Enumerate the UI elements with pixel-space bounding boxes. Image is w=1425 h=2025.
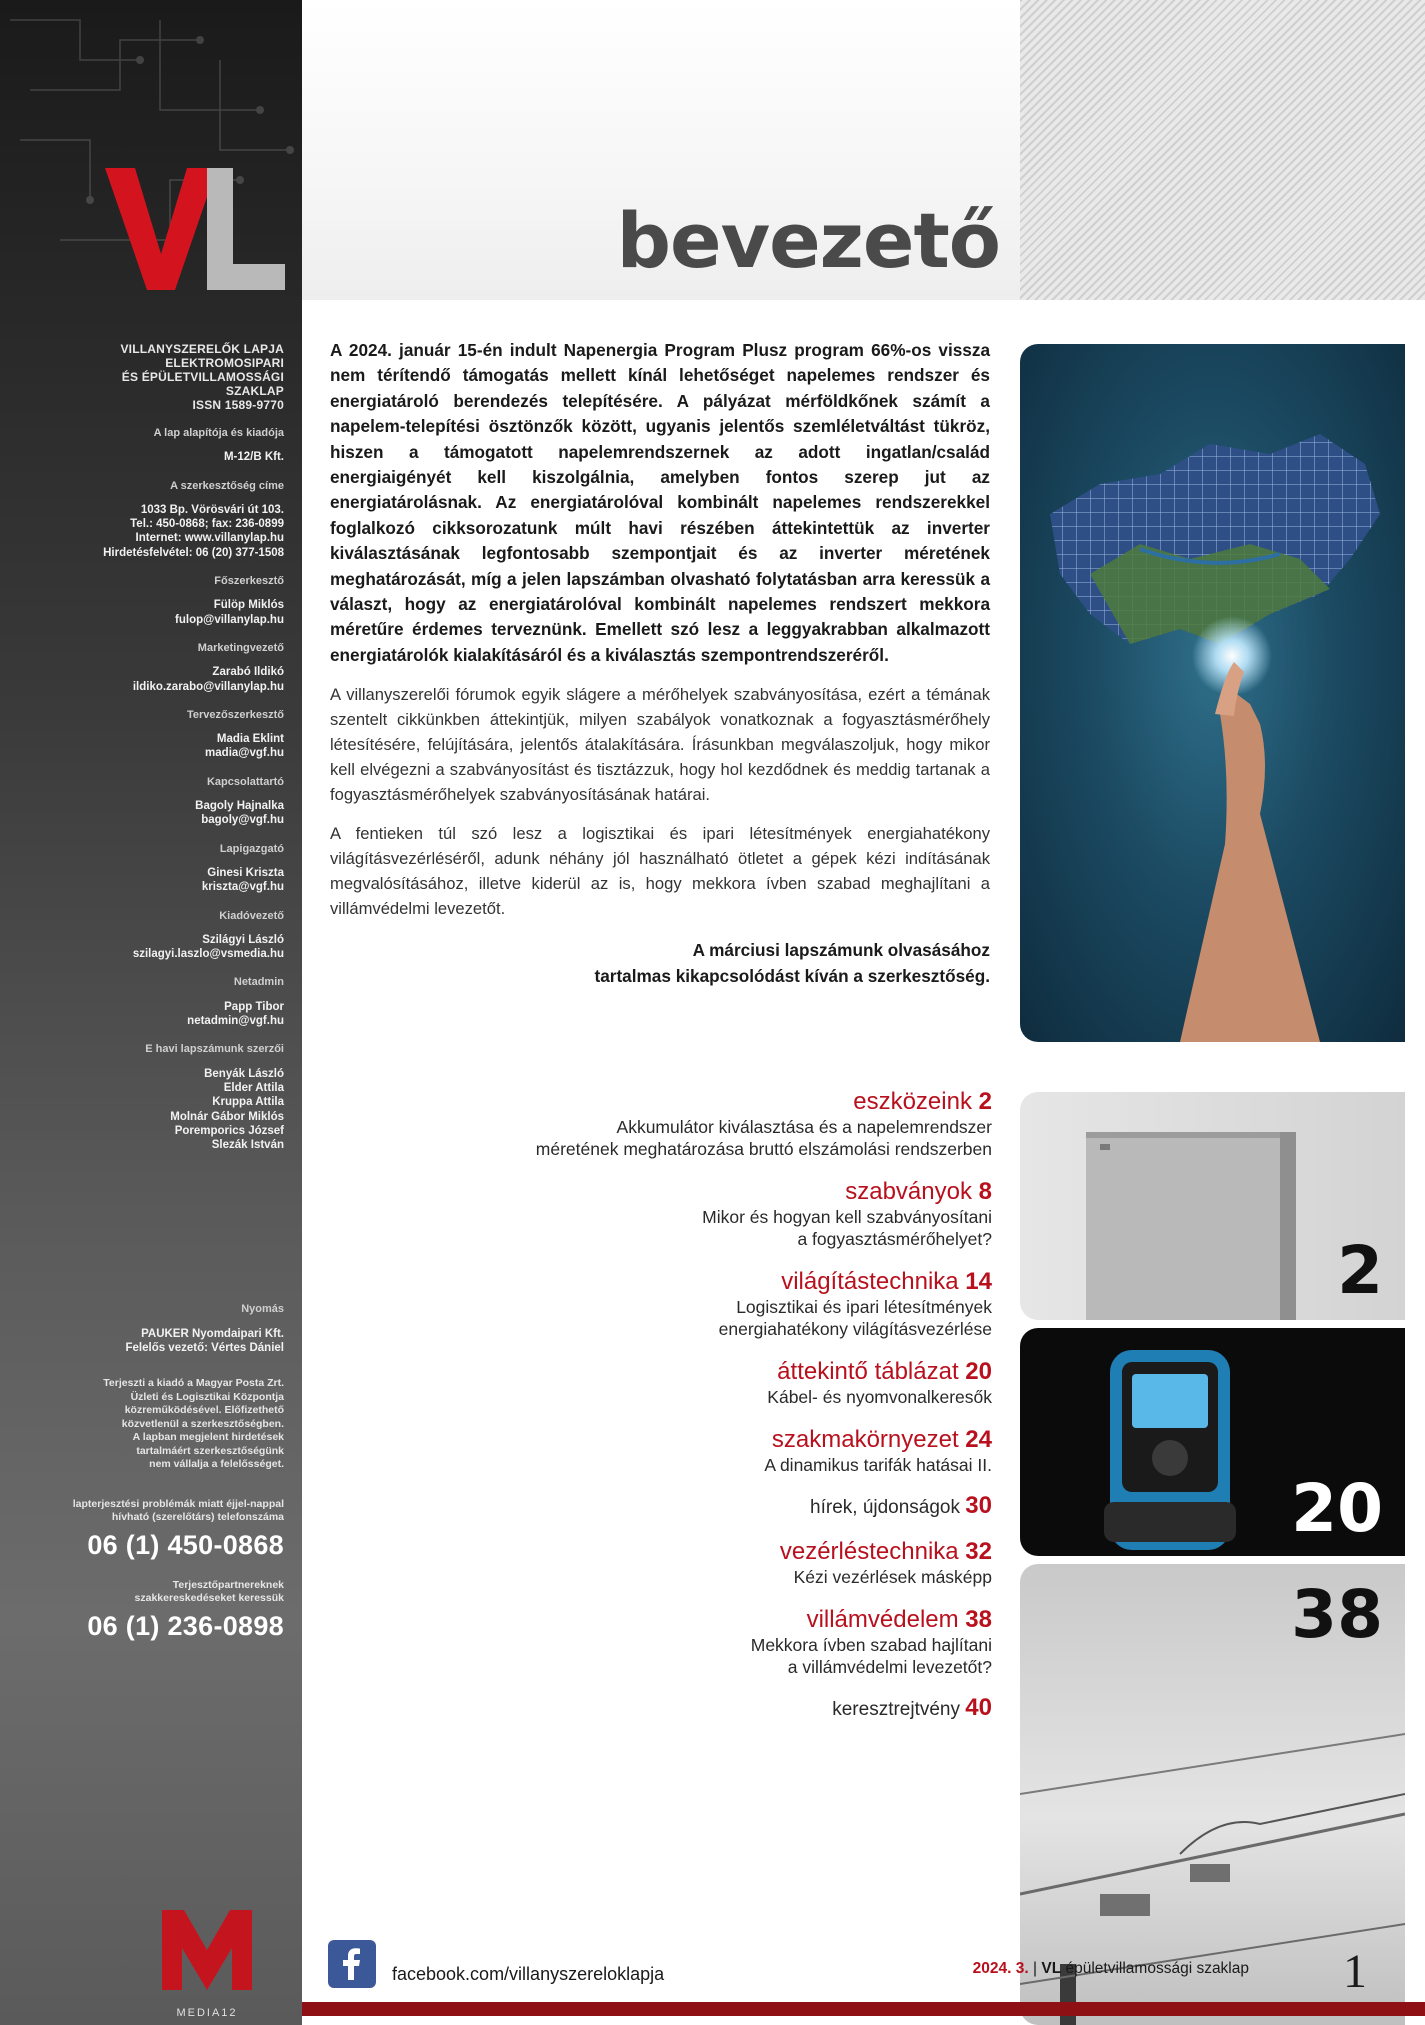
authors-list: Benyák László Elder Attila Kruppa Attila Molnár Gábor Miklós Poremporics József Slezák István <box>170 1067 284 1152</box>
section-title: bevezető <box>616 196 1000 285</box>
netadmin-contact: Papp Tibor netadmin@vgf.hu <box>187 1000 284 1028</box>
battery-page-number: 2 <box>1337 1232 1383 1309</box>
contact-person: Bagoly Hajnalka bagoly@vgf.hu <box>195 800 284 827</box>
editorial-signoff: A márciusi lapszámunk olvasásához tartalmas kikapcsolódást kíván a szerkesztőség. <box>594 940 990 987</box>
manager-label: Lapigazgató <box>219 842 284 855</box>
contact-label: Kapcsolattartó <box>206 775 284 788</box>
publisher-label: Kiadóvezető <box>219 909 284 922</box>
table-of-contents <box>420 1088 992 1740</box>
detector-image <box>1020 1328 1405 1556</box>
design-label: Tervezőszerkesztő <box>186 708 284 721</box>
toc-item-eszkozeink[interactable]: eszközeink 2 Akkumulátor kiválasztása és a napelemrendszer méretének meghatározása bruttó elszámolási rendszerben <box>535 1088 992 1159</box>
masthead-sidebar <box>0 0 302 2025</box>
netadmin-label: Netadmin <box>233 976 284 989</box>
office-address: 1033 Bp. Vörösvári út 103. Tel.: 450-0868; fax: 236-0899 Internet: www.villanylap.hu Hirdetésfelvétel: 06 (20) 377-1508 <box>103 503 284 559</box>
toc-item-szabvanyok[interactable]: szabványok 8 Mikor és hogyan kell szabványosítani a fogyasztásmérőhelyet? <box>702 1178 992 1249</box>
toc-item-vezerlestechnika[interactable]: vezérléstechnika 32 Kézi vezérlések másképp <box>779 1538 992 1587</box>
marketing-label: Marketingvezető <box>197 641 284 654</box>
editor-in-chief-label: Főszerkesztő <box>214 575 284 588</box>
editorial-paragraph-1: A villanyszerelői fórumok egyik slágere a mérőhelyek szabványosítása, ezért a témának szentelt cikkünkben áttekintjük, milyen szabályok vonatkoznak a fogyasztásmérőhely létesítésére, felújítására, jelentős átalakítására. Írásunkban megválaszoljuk, hogy mikor kell elvégezni a szabványosítást és tisztázzuk, hogy hol kezdődnek és meddig tartanak a fogyasztásmérőhelyek szabványosításának határai. <box>330 685 990 805</box>
partner-info: Terjesztőpartnereknek szakkereskedéseket keressük <box>134 1578 284 1605</box>
toc-item-villamvedelem[interactable]: villámvédelem 38 Mekkora ívben szabad hajlítani a villámvédelmi levezetőt? <box>750 1606 992 1677</box>
manager-contact: Ginesi Kriszta kriszta@vgf.hu <box>201 866 284 894</box>
authors-label: E havi lapszámunk szerzői <box>145 1043 284 1056</box>
marketing-contact: Zarabó Ildikó ildiko.zarabo@villanylap.hu <box>132 666 284 693</box>
roof-page-number: 38 <box>1291 1576 1383 1653</box>
toc-item-hirek[interactable]: hírek, újdonságok 30 <box>810 1492 992 1519</box>
vl-logo <box>105 168 285 290</box>
toc-item-szakmakornyezet[interactable]: szakmakörnyezet 24 A dinamikus tarifák hatásai II. <box>764 1426 992 1475</box>
media12-logo <box>162 1898 252 2023</box>
founder-label: A lap alapítója és kiadója <box>153 427 284 439</box>
header-stripes <box>1020 0 1425 300</box>
facebook-icon[interactable] <box>328 1940 376 1988</box>
toc-item-vilagitastechnika[interactable]: világítástechnika 14 Logisztikai és ipari létesítmények energiahatékony világításvezérlése <box>718 1268 992 1339</box>
hotline-info: lapterjesztési problémák miatt éjjel-nappal hívható (szerelőtárs) telefonszáma <box>72 1497 284 1524</box>
editorial-paragraph-2: A fentieken túl szó lesz a logisztikai és ipari létesítmények energiahatékony világításvezérléséről, adunk néhány jól használható ötletet a gépek kézi indításának megvalósításához, illetve kiderül az is, hogy mekkora ívben szabad meghajlítani a villámvédelmi levezetőt. <box>330 824 990 919</box>
editorial-article <box>330 338 990 989</box>
publication-name: VILLANYSZERELŐK LAPJA ELEKTROMOSIPARI ÉS ÉPÜLETVILLAMOSSÁGI SZAKLAP ISSN 1589-9770 <box>120 342 284 412</box>
footer-bar <box>302 2002 1425 2016</box>
svg-text:MEDIA12: MEDIA12 <box>176 2007 238 2019</box>
page-number: 1 <box>1343 1945 1367 1998</box>
print-info: PAUKER Nyomdaipari Kft. Felelős vezető: Vértes Dániel <box>125 1327 284 1354</box>
distribution-info: Terjeszti a kiadó a Magyar Posta Zrt. Üzleti és Logisztikai Központja közreműködésével. Előfizethető közvetlenül a szerkesztőségben. A lapban megjelent hirdetések tartalmáért szerkesztőségünk nem vállalja a felelősséget. <box>103 1377 284 1471</box>
editorial-lead: A 2024. január 15-én indult Napenergia Program Plusz program 66%-os vissza nem térítendő támogatás mellett kínál lehetőséget napelemes rendszer és energiatároló berendezés telepítésére. A pályázat mérföldkőnek számít a napelem-telepítési ösztönzők között, ugyanis jelentős szemléletváltást tükröz, hiszen a támogatott napelemrendszernek az adott ingatlan/család energiaigényét kell kiszolgálnia, amelyben fontos szerep jut az energiatárolásnak. Az energiatárolóval kombinált napelemes rendszerekkel foglalkozó cikksorozatunk múlt havi részében áttekintettük az inverter kiválasztásának legfontosabb szempontjait és az inverter méretének meghatározását, míg a jelen lapszámban olvasható folytatásban arra keressük a választ, hogy az energiatárolóval kombinált napelemes rendszert mekkora méretűre érdemes terveznünk. Emellett szó lesz a leggyakrabban alkalmazott energiatárolók kialakításáról és a kiválasztás szempontrendszeréről. <box>330 340 990 665</box>
facebook-link[interactable]: facebook.com/villanyszereloklapja <box>392 1964 665 1984</box>
masthead-info <box>14 342 284 1642</box>
partner-phone[interactable]: 06 (1) 236-0898 <box>87 1610 284 1641</box>
founder-value: M-12/B Kft. <box>223 451 284 464</box>
hotline-phone[interactable]: 06 (1) 450-0868 <box>87 1529 284 1560</box>
hero-image <box>1020 344 1405 1042</box>
battery-image <box>1020 1092 1405 1320</box>
publisher-contact: Szilágyi László szilagyi.laszlo@vsmedia.hu <box>132 933 284 961</box>
print-label: Nyomás <box>241 1303 284 1316</box>
detector-page-number: 20 <box>1291 1470 1383 1547</box>
design-contact: Madia Eklint madia@vgf.hu <box>205 733 284 760</box>
issue-info: 2024. 3. | VL épületvillamossági szaklap <box>972 1960 1249 1977</box>
office-label: A szerkesztőség címe <box>170 479 284 492</box>
editor-in-chief: Fülöp Miklós fulop@villanylap.hu <box>175 599 284 626</box>
solar-map-hand-icon <box>1020 344 1405 1042</box>
toc-item-attekinto-tablazat[interactable]: áttekintő táblázat 20 Kábel- és nyomvonalkeresők <box>767 1358 992 1407</box>
toc-item-keresztrejtveny[interactable]: keresztrejtvény 40 <box>832 1694 992 1721</box>
